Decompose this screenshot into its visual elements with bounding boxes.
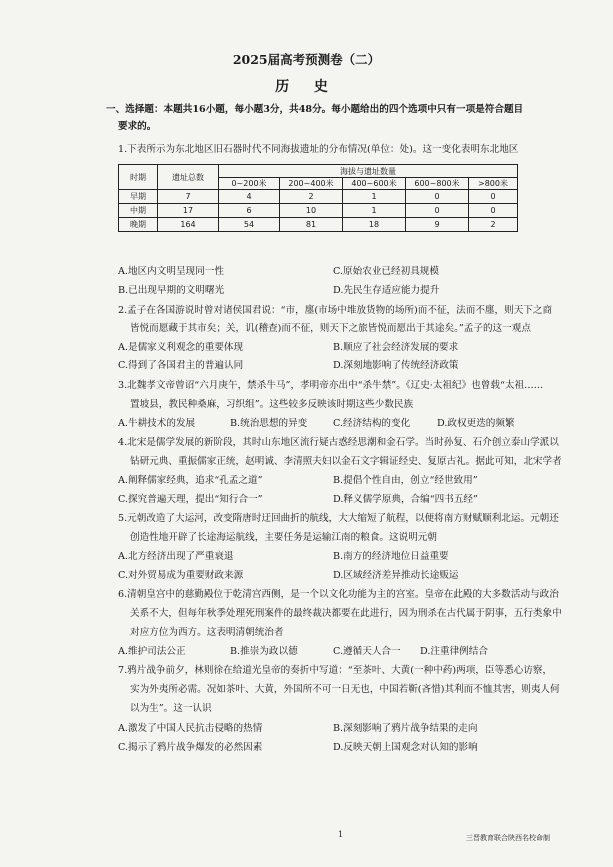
row-cell: 4: [219, 190, 280, 204]
q5-option-a: A.北方经济出现了严重衰退: [118, 551, 234, 562]
q1-option-a: A.地区内文明呈现同一性: [118, 266, 224, 277]
q6-stem-line1: 6.清朝皇宫中的慈勤殿位于乾清宫西侧，是一个以文化功能为主的宫室。皇帝在此殿的大多数活动与政治: [118, 589, 559, 600]
row-cell: 2: [469, 218, 518, 232]
q4-option-a: A.阐释儒家经典，追求“孔孟之道”: [118, 475, 263, 486]
q7-stem-line1: 7.鸦片战争前夕，林则徐在给道光皇帝的奏折中写道：“至茶叶、大黄(一种中药)两项，臣等悉心访察，: [118, 665, 553, 676]
q3-stem-line2: 置坡县，教民种桑麻，习织组”。这些较多反映该时期这些少数民族: [130, 399, 414, 410]
row-total: 17: [158, 204, 219, 218]
q3-option-b: B.统治思想的异变: [230, 418, 308, 429]
row-period: 早期: [119, 190, 158, 204]
q7-option-d: D.反映天朝上国观念对认知的影响: [333, 742, 478, 753]
row-cell: 0: [469, 190, 518, 204]
q5-option-c: C.对外贸易成为重要财政来源: [118, 570, 244, 581]
row-cell: 0: [406, 204, 469, 218]
q6-option-d: D.注重律例结合: [420, 646, 488, 657]
table-row: [119, 190, 518, 204]
q2-option-d: D.深刻地影响了传统经济政策: [333, 360, 459, 371]
site-distribution-table: [118, 164, 518, 232]
table-row: [119, 204, 518, 218]
publisher-brand: 三晋教育联合陕西名校命制: [466, 834, 550, 842]
header-altitude-group: 海拔与遗址数量: [219, 165, 518, 178]
q5-option-d: D.区域经济差异推动长途贩运: [333, 570, 459, 581]
section-instructions-line1: 一、选择题：本题共16小题，每小题3分，共48分。每小题给出的四个选项中只有一项是符合题目: [106, 104, 524, 115]
q7-option-b: B.深刻影响了鸦片战争结果的走向: [333, 723, 478, 734]
q6-option-c: C.遵循天人合一: [333, 646, 401, 657]
q4-option-c: C.探究普遍天理，提出“知行合一”: [118, 494, 263, 505]
row-cell: 2: [280, 190, 343, 204]
row-cell: 1: [343, 204, 406, 218]
row-cell: 0: [406, 190, 469, 204]
q1-option-d: D.先民生存适应能力提升: [333, 285, 440, 296]
row-period: 晚期: [119, 218, 158, 232]
q3-option-a: A.牛耕技术的发展: [118, 418, 196, 429]
q2-option-b: B.顺应了社会经济发展的要求: [333, 342, 459, 353]
subheader-400-600: 400~600米: [343, 178, 406, 190]
q6-stem-line3: 对应方位为西方。这表明清朝统治者: [130, 627, 284, 638]
page-number: 1: [338, 830, 344, 839]
q4-stem-line2: 钻研元典、重振儒家正统，赵明诚、李清照夫妇以金石文字辑证经史、复原古礼。据此可知，北宋学者: [130, 456, 562, 467]
q2-option-c: C.得到了各国君主的普遍认同: [118, 360, 244, 371]
row-total: 164: [158, 218, 219, 232]
row-cell: 6: [219, 204, 280, 218]
q5-stem-line1: 5.元朝改造了大运河，改变隋唐时迂回曲折的航线，大大缩短了航程，以便将南方财赋顺利北运。元朝还: [118, 513, 559, 524]
row-cell: 54: [219, 218, 280, 232]
subheader-0-200: 0~200米: [219, 178, 280, 190]
q3-stem-line1: 3.北魏孝文帝曾诏“六月庚午，禁杀牛马”，孝明帝亦出中“杀牛禁”。《辽史·太祖纪》也曾载“太祖……: [118, 380, 544, 391]
subheader-600-800: 600~800米: [406, 178, 469, 190]
q7-option-c: C.揭示了鸦片战争爆发的必然因素: [118, 742, 263, 753]
section-instructions-line2: 要求的。: [118, 121, 157, 132]
q5-option-b: B.南方的经济地位日益重要: [333, 551, 449, 562]
subheader-800-plus: >800米: [469, 178, 518, 190]
q4-stem-line1: 4.北宋是儒学发展的新阶段，其时山东地区流行疑古惑经思潮和金石学。当时孙复、石介创立泰山学派以: [118, 437, 559, 448]
row-cell: 81: [280, 218, 343, 232]
header-period: 时期: [119, 165, 158, 190]
q6-option-a: A.维护司法公正: [118, 646, 186, 657]
q5-stem-line2: 创造性地开辟了长途海运航线，主要任务是运输江南的粮食。这说明元朝: [130, 532, 437, 543]
q3-option-d: D.政权更迭的频繁: [437, 418, 515, 429]
q1-option-b: B.已出现早期的文明曙光: [118, 285, 225, 296]
row-cell: 9: [406, 218, 469, 232]
row-cell: 18: [343, 218, 406, 232]
q2-stem-line2: 皆悦而愿藏于其市矣；关，讥(稽查)而不征，则天下之旅皆悦而愿出于其途矣。”孟子的这一观点: [130, 323, 531, 334]
q1-option-c: C.原始农业已经初具规模: [333, 266, 439, 277]
q2-stem-line1: 2.孟子在各国游说时曾对诸侯国君说：“市，廛(市场中堆放货物的场所)而不征，法而不廛，则天下之商: [118, 305, 553, 316]
subject-title: 历 史: [275, 79, 338, 95]
q7-stem-line3: 以为生”。这一认识: [130, 703, 212, 714]
header-total: 遗址总数: [158, 165, 219, 190]
row-cell: 0: [469, 204, 518, 218]
q2-option-a: A.是儒家义利观念的重要体现: [118, 342, 244, 353]
q4-option-d: D.释义儒学原典，合编“四书五经”: [333, 494, 478, 505]
row-cell: 10: [280, 204, 343, 218]
row-total: 7: [158, 190, 219, 204]
table-row: [119, 218, 518, 232]
q7-option-a: A.激发了中国人民抗击侵略的热情: [118, 723, 263, 734]
q6-stem-line2: 关系不大，但每年秋季处理死刑案件的最终裁决都要在此进行，因为刑杀在古代属于阴事，五行类象中: [130, 608, 562, 619]
q4-option-b: B.提倡个性自由，创立“经世致用”: [333, 475, 478, 486]
exam-title: 2025届高考预测卷（二）: [232, 52, 381, 67]
row-period: 中期: [119, 204, 158, 218]
q1-stem: 1.下表所示为东北地区旧石器时代不同海拔遗址的分布情况(单位：处)。这一变化表明东北地区: [118, 144, 519, 155]
q3-option-c: C.经济结构的变化: [333, 418, 411, 429]
q7-stem-line2: 实为外夷所必需。况如茶叶、大黄，外国所不可一日无也，中国若靳(吝惜)其利而不恤其害，则夷人何: [130, 684, 560, 695]
subheader-200-400: 200~400米: [280, 178, 343, 190]
row-cell: 1: [343, 190, 406, 204]
q6-option-b: B.推崇为政以德: [230, 646, 298, 657]
